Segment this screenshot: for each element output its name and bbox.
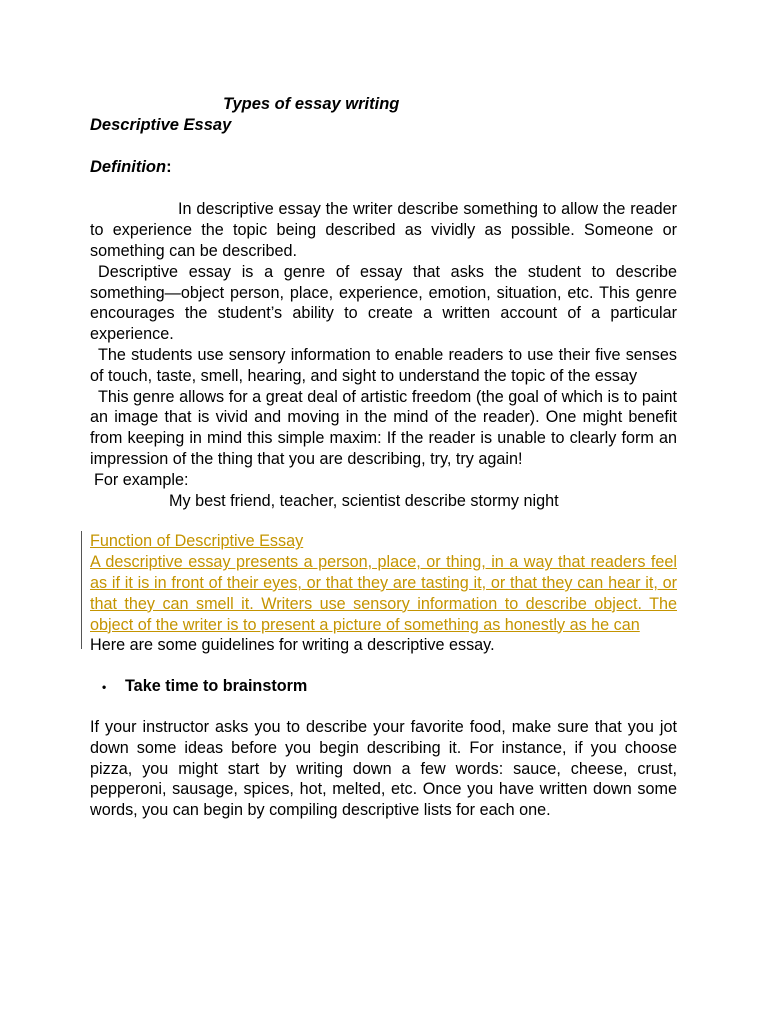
document-body — [90, 94, 677, 821]
bullet-text: Take time to brainstorm — [125, 677, 308, 696]
document-title: Types of essay writing — [223, 95, 400, 113]
paragraph-2: Descriptive essay is a genre of essay that asks the student to describe something—object person, place, experience, emotion, situation, etc. This genre encourages the student’s ability to create a written account of a particular experience. — [90, 262, 677, 344]
example-text: My best friend, teacher, scientist describe stormy night — [169, 491, 559, 510]
function-paragraph: A descriptive essay presents a person, place, or thing, in a way that readers feel as if it is in front of their eyes, or that they are tasting it, or that they can hear it, or that they can smell it. Writers use sensory information to describe object. The object of the writer is to present a picture of something as honestly as he can — [90, 553, 677, 634]
example-label: For example: — [94, 470, 189, 489]
section-heading: Descriptive Essay — [90, 115, 232, 134]
definition-colon: : — [166, 157, 172, 176]
paragraph-3: The students use sensory information to enable readers to use their five senses of touch, taste, smell, hearing, and sight to understand the topic of the essay — [90, 345, 677, 385]
guidelines-intro: Here are some guidelines for writing a descriptive essay. — [90, 636, 495, 655]
bullet-dot-icon: • — [102, 680, 107, 695]
definition-heading — [90, 157, 677, 178]
paragraph-1: In descriptive essay the writer describe something to allow the reader to experience the topic being described as vividly as possible. Someone or something can be described. — [90, 200, 677, 260]
change-bar — [81, 531, 82, 649]
brainstorm-paragraph: If your instructor asks you to describe your favorite food, make sure that you jot down some ideas before you begin describing it. For instance, if you choose pizza, you might start by writing down a few words: sauce, cheese, crust, pepperoni, sausage, spices, hot, melted, etc. Once you have written down some words, you can begin by compiling descriptive lists for each one. — [90, 717, 677, 820]
definition-label: Definition — [90, 157, 167, 176]
tracked-change-block — [90, 531, 677, 635]
bullet-list-item — [90, 676, 677, 698]
paragraph-4: This genre allows for a great deal of artistic freedom (the goal of which is to paint an image that is vivid and moving in the mind of the reader). One might benefit from keeping in mind this simple maxim: If the reader is unable to clearly form an impression of the thing that you are describing, try, try again! — [90, 387, 677, 468]
function-heading: Function of Descriptive Essay — [90, 532, 304, 551]
